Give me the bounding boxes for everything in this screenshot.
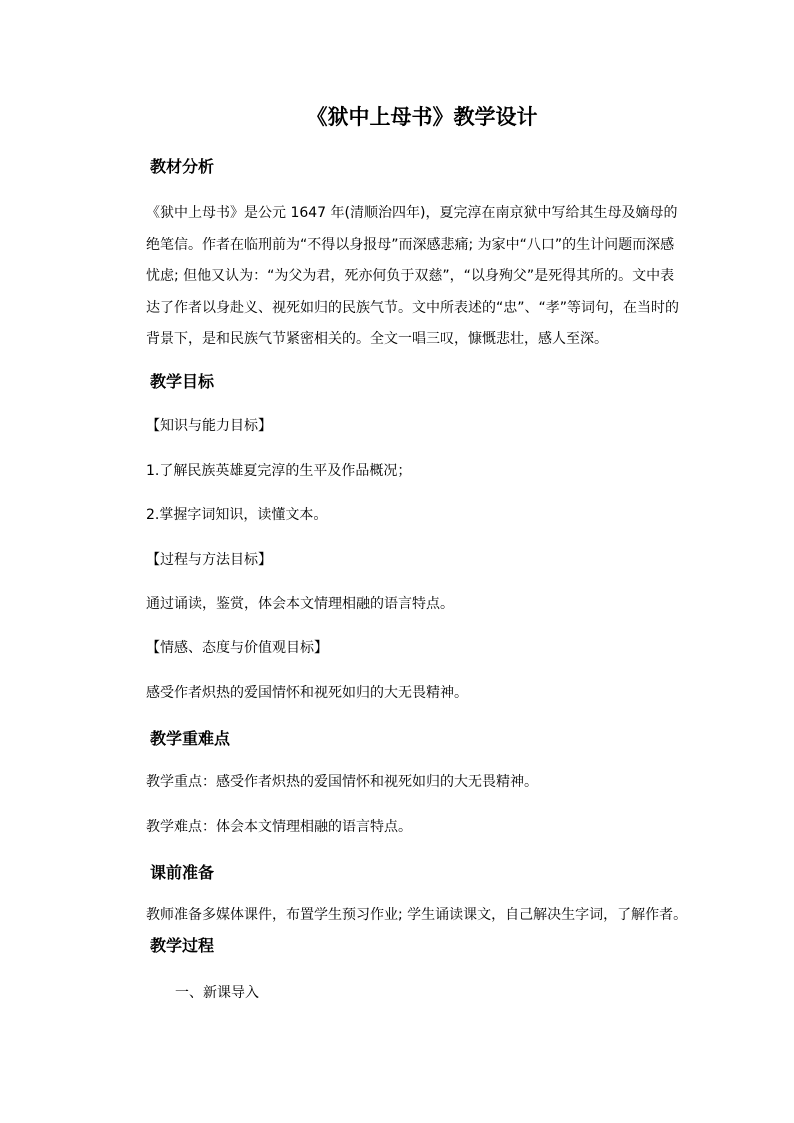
paragraph-line: 忧虑; 但他又认为：“为父为君，死亦何负于双慈”，“以身殉父”是死得其所的。文中表 <box>146 268 675 285</box>
heading-preparation: 课前准备 <box>150 863 215 882</box>
difficult-point-text: 教学难点：体会本文情理相融的语言特点。 <box>146 819 412 835</box>
process-step-1: 一、新课导入 <box>175 985 259 1001</box>
process-goals-label: 【过程与方法目标】 <box>146 552 272 568</box>
knowledge-goal-item: 2.掌握字词知识，读懂文本。 <box>146 507 328 523</box>
knowledge-goal-item: 1.了解民族英雄夏完淳的生平及作品概况； <box>146 463 412 479</box>
emotion-goals-label: 【情感、态度与价值观目标】 <box>146 640 328 656</box>
key-point-text: 教学重点：感受作者炽热的爱国情怀和视死如归的大无畏精神。 <box>146 774 538 790</box>
material-analysis-paragraph <box>146 198 681 356</box>
process-goals-text: 通过诵读，鉴赏，体会本文情理相融的语言特点。 <box>146 596 454 612</box>
paragraph-line: 绝笔信。作者在临刑前为“不得以身报母”而深感悲痛; 为家中“八口”的生计问题而深感 <box>146 236 675 253</box>
emotion-goals-text: 感受作者炽热的爱国情怀和视死如归的大无畏精神。 <box>146 685 468 701</box>
paragraph-line: 背景下，是和民族气节紧密相关的。全文一唱三叹，慷慨悲壮，感人至深。 <box>146 331 608 348</box>
heading-teaching-goals: 教学目标 <box>150 372 215 391</box>
heading-material-analysis: 教材分析 <box>150 157 215 176</box>
paragraph-line: 达了作者以身赴义、视死如归的民族气节。文中所表述的“忠”、“孝”等词句，在当时的 <box>146 299 680 316</box>
knowledge-goals-label: 【知识与能力目标】 <box>146 418 272 434</box>
paragraph-line: 《狱中上母书》是公元 1647 年(清顺治四年)，夏完淳在南京狱中写给其生母及嫡母的 <box>146 205 678 221</box>
preparation-text: 教师准备多媒体课件，布置学生预习作业; 学生诵读课文，自己解决生字词，了解作者。 <box>146 907 688 923</box>
heading-teaching-process: 教学过程 <box>150 936 215 955</box>
heading-key-points: 教学重难点 <box>150 729 231 748</box>
document-title: 《狱中上母书》教学设计 <box>306 105 538 129</box>
